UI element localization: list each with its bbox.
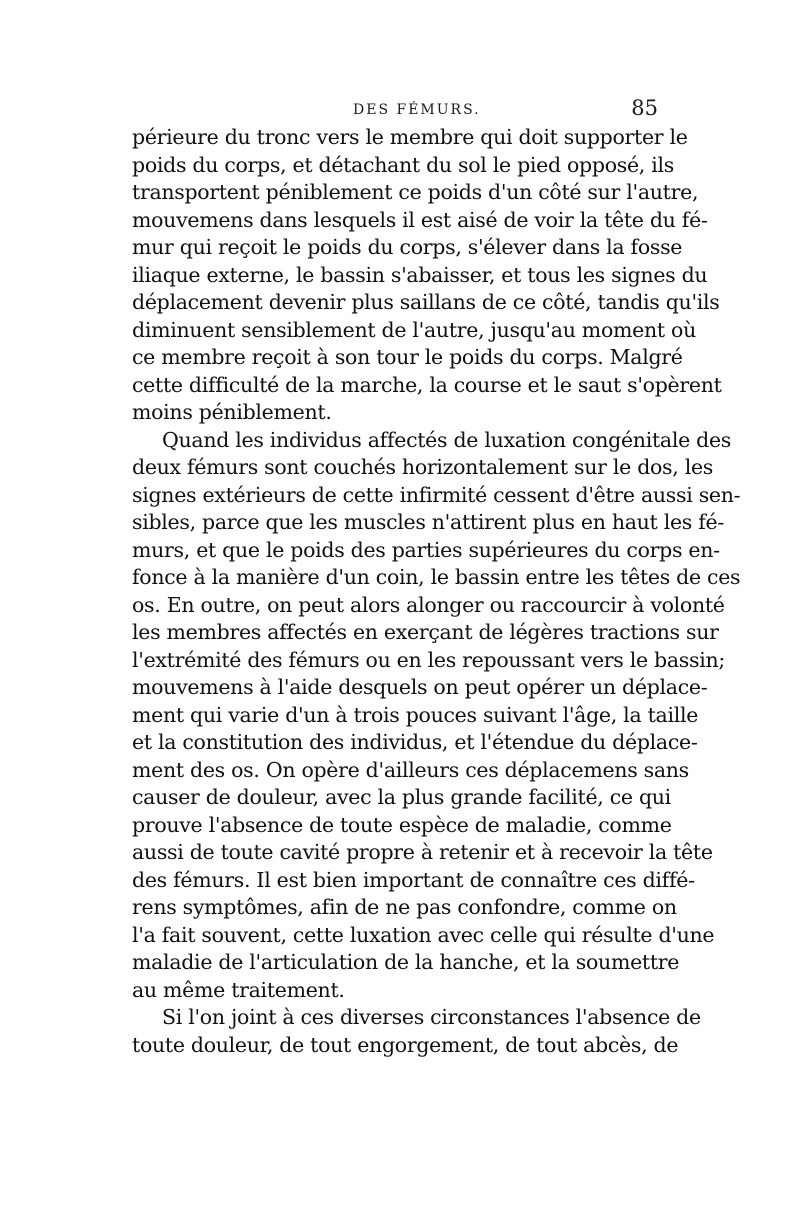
running-head	[143, 98, 658, 124]
text-line: signes extérieurs de cette infirmité cessent d'être aussi sen-	[132, 482, 741, 507]
text-line: les membres affectés en exerçant de légères tractions sur	[132, 620, 719, 644]
text-line: causer de douleur, avec la plus grande facilité, ce qui	[132, 785, 671, 809]
text-line: au même traitement.	[132, 977, 345, 1002]
text-line: des fémurs. Il est bien important de connaître ces diffé-	[132, 867, 695, 892]
text-line: transportent péniblement ce poids d'un côté sur l'autre,	[132, 180, 699, 204]
text-line: sibles, parce que les muscles n'attirent plus en haut les fé-	[132, 510, 724, 534]
text-line: iliaque externe, le bassin s'abaisser, et tous les signes du	[132, 262, 708, 287]
text-line: et la constitution des individus, et l'étendue du déplace-	[132, 730, 698, 754]
text-line: os. En outre, on peut alors alonger ou raccourcir à volonté	[132, 592, 725, 617]
text-line: Si l'on joint à ces diverses circonstances l'absence de	[162, 1005, 701, 1029]
text-line: moins péniblement.	[132, 400, 332, 424]
text-line: deux fémurs sont couchés horizontalement sur le dos, les	[132, 455, 714, 479]
text-line: déplacement devenir plus saillans de ce côté, tandis qu'ils	[132, 290, 720, 314]
text-line: ment qui varie d'un à trois pouces suivant l'âge, la taille	[132, 702, 699, 727]
text-line: toute douleur, de tout engorgement, de tout abcès, de	[132, 1032, 679, 1057]
text-line: mur qui reçoit le poids du corps, s'élever dans la fosse	[132, 235, 683, 259]
text-line: diminuent sensiblement de l'autre, jusqu'au moment où	[132, 317, 696, 342]
text-line: l'extrémité des fémurs ou en les repoussant vers le bassin;	[132, 647, 725, 672]
text-line: mouvemens dans lesquels il est aisé de voir la tête du fé-	[132, 207, 708, 232]
text-line: mouvemens à l'aide desquels on peut opérer un déplace-	[132, 675, 708, 699]
text-line: fonce à la manière d'un coin, le bassin entre les têtes de ces	[132, 565, 741, 589]
text-line: Quand les individus affectés de luxation congénitale des	[162, 427, 732, 452]
text-line: ment des os. On opère d'ailleurs ces déplacemens sans	[132, 757, 689, 782]
running-title: DES FÉMURS.	[353, 102, 481, 118]
text-line: rens symptômes, afin de ne pas confondre, comme on	[132, 895, 677, 919]
text-line: cette difficulté de la marche, la course et le saut s'opèrent	[132, 372, 722, 397]
text-line: prouve l'absence de toute espèce de maladie, comme	[132, 812, 672, 837]
body-text	[132, 124, 741, 1059]
text-line: aussi de toute cavité propre à retenir et à recevoir la tête	[132, 840, 713, 864]
text-line: poids du corps, et détachant du sol le pied opposé, ils	[132, 152, 674, 177]
text-line: l'a fait souvent, cette luxation avec celle qui résulte d'une	[132, 922, 715, 947]
text-line: périeure du tronc vers le membre qui doit supporter le	[132, 125, 688, 149]
page-number: 85	[631, 96, 658, 120]
text-line: murs, et que le poids des parties supérieures du corps en-	[132, 537, 720, 562]
text-line: ce membre reçoit à son tour le poids du corps. Malgré	[132, 345, 683, 369]
text-line: maladie de l'articulation de la hanche, et la soumettre	[132, 950, 680, 974]
